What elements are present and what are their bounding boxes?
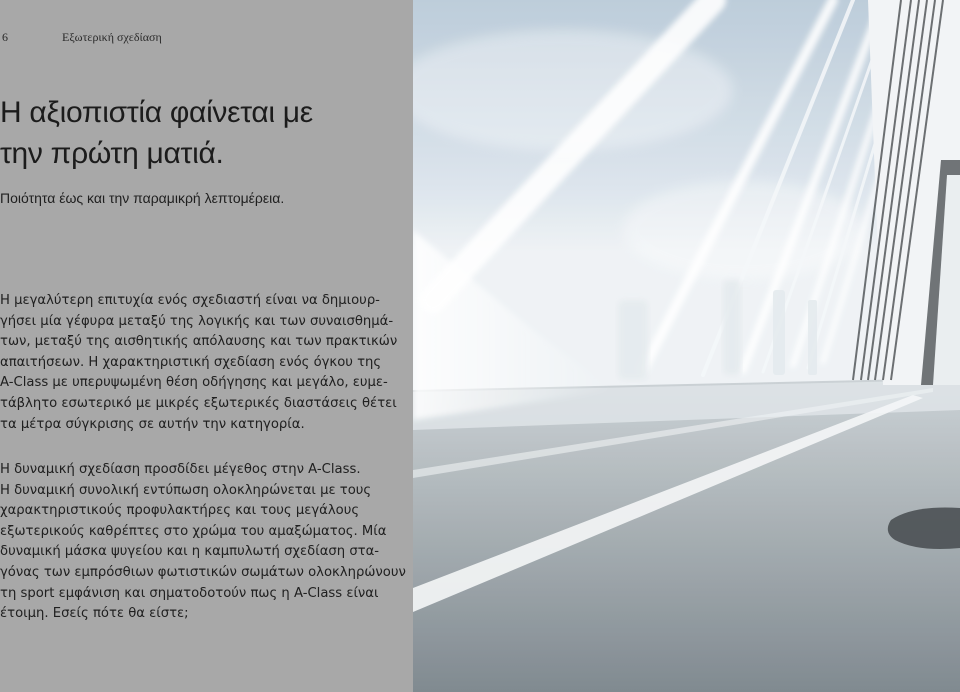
paragraph-line: Η μεγαλύτερη επιτυχία ενός σχεδιαστή είναι να δημιουρ- xyxy=(0,293,380,308)
page-title-line-1: Η αξιοπιστία φαίνεται με xyxy=(0,96,313,129)
paragraph-line: γήσει μία γέφυρα μεταξύ της λογικής και των συναισθημά- xyxy=(0,313,394,329)
bridge-photo xyxy=(413,0,960,692)
page-title-line-2: την πρώτη ματιά. xyxy=(0,137,224,170)
page-number: 6 xyxy=(2,30,8,44)
paragraph-dynamic xyxy=(0,460,410,625)
paragraph-line: δυναμική μάσκα ψυγείου και η καμπυλωτή σχεδίαση στα- xyxy=(0,544,380,560)
paragraph-line: τα μέτρα σύγκρισης σε αυτήν την κατηγορία. xyxy=(0,416,305,432)
paragraph-line: των, μεταξύ της αισθητικής απόλαυσης και των πρακτικών xyxy=(0,334,398,350)
page-title xyxy=(0,92,405,174)
paragraph-design xyxy=(0,291,410,435)
paragraph-line: χαρακτηριστικούς προφυλακτήρες και τους μεγάλους xyxy=(0,503,360,519)
paragraph-line: Η δυναμική συνολική εντύπωση ολοκληρώνεται με τους xyxy=(0,482,372,498)
paragraph-line: τάβλητο εσωτερικό με μικρές εξωτερικές διαστάσεις θέτει xyxy=(0,395,397,411)
paragraph-line: εξωτερικούς καθρέπτες στο χρώμα του αμαξώματος. Μία xyxy=(0,523,387,539)
page-subtitle: Ποιότητα έως και την παραμικρή λεπτομέρεια. xyxy=(0,190,285,206)
paragraph-line: A-Class με υπερυψωμένη θέση οδήγησης και μεγάλο, ευμε- xyxy=(0,375,388,391)
paragraph-line: έτοιμη. Εσείς πότε θα είστε; xyxy=(0,606,189,622)
text-panel xyxy=(0,0,413,692)
paragraph-line: απαιτήσεων. Η χαρακτηριστική σχεδίαση ενός όγκου της xyxy=(0,354,382,370)
paragraph-line: τη sport εμφάνιση και σηματοδοτούν πως η A-Class είναι xyxy=(0,585,379,601)
section-label: Εξωτερική σχεδίαση xyxy=(62,30,162,44)
paragraph-line: Η δυναμική σχεδίαση προσδίδει μέγεθος στην A-Class. xyxy=(0,462,361,477)
paragraph-line: γόνας των εμπρόσθιων φωτιστικών σωμάτων ολοκληρώνουν xyxy=(0,564,406,580)
